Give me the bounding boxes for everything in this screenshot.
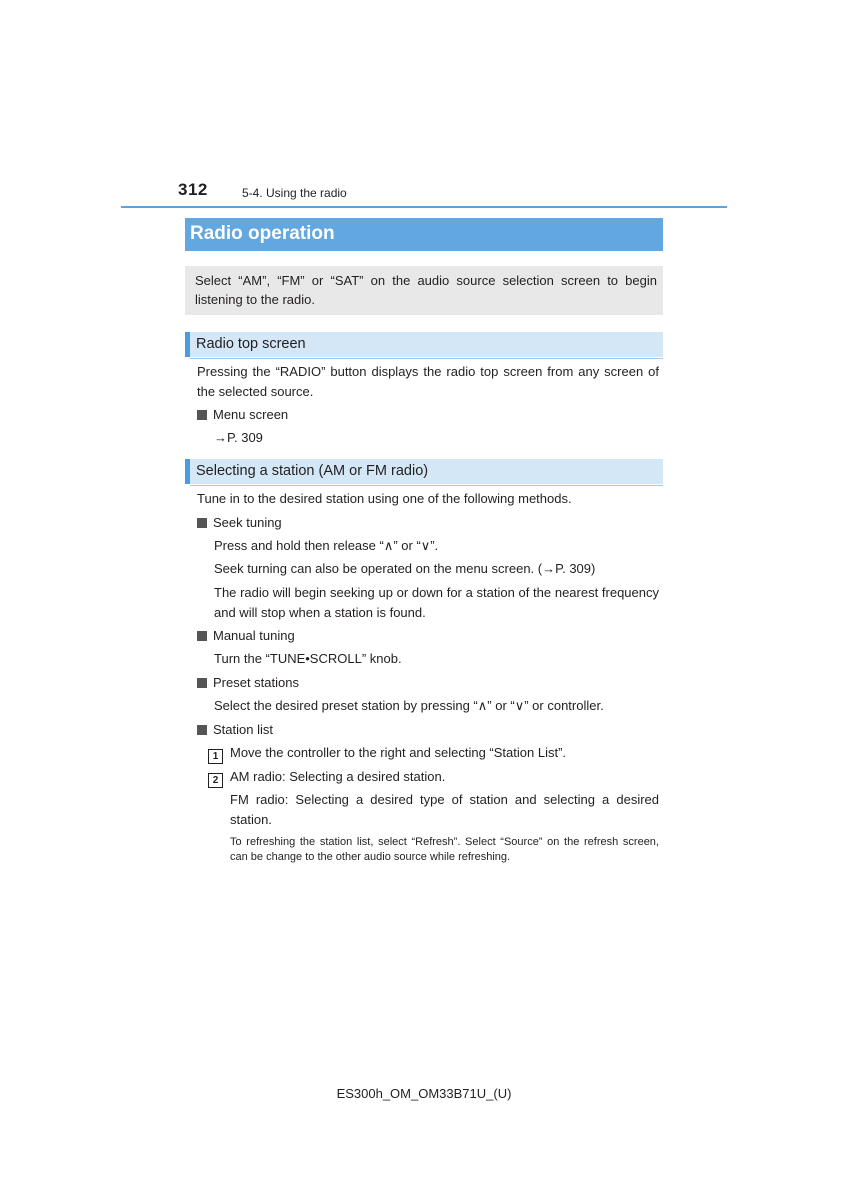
bullet-preset-stations — [197, 673, 299, 693]
manual-text: Turn the “TUNE•SCROLL” knob. — [214, 651, 402, 666]
step-1-text: Move the controller to the right and selecting “Station List”. — [230, 745, 567, 760]
bullet-station-list — [197, 720, 273, 740]
station-list-note: To refreshing the station list, select “Refresh”. Select “Source” on the refresh screen, can be change to the other audio source while refreshing. — [230, 836, 659, 863]
bullet-square-icon — [197, 518, 207, 528]
bullet-label: Seek tuning — [213, 515, 282, 530]
seek-line-2: Seek turning can also be operated on the menu screen. (→P. 309) — [214, 561, 596, 576]
selecting-intro: Tune in to the desired station using one of the following methods. — [197, 491, 572, 506]
bullet-label: Preset stations — [213, 675, 299, 690]
seek-line-1: Press and hold then release “∧” or “∨”. — [214, 538, 439, 553]
bullet-label: Station list — [213, 722, 273, 737]
page-title: Radio operation — [190, 223, 335, 244]
footer-code: ES300h_OM_OM33B71U_(U) — [336, 1086, 512, 1101]
bullet-seek-tuning — [197, 513, 282, 533]
menu-page-ref: →P. 309 — [214, 430, 263, 445]
bullet-square-icon — [197, 631, 207, 641]
subheading-selecting: Selecting a station (AM or FM radio) — [196, 463, 429, 479]
step-number-box: 2 — [208, 773, 223, 788]
bullet-label: Manual tuning — [213, 628, 295, 643]
bullet-label: Menu screen — [213, 407, 289, 422]
intro-text: Select “AM”, “FM” or “SAT” on the audio source selection screen to begin listening to the radio. — [195, 273, 657, 307]
radio-top-text: Pressing the “RADIO” button displays the radio top screen from any screen of the selected source. — [197, 364, 659, 399]
bullet-square-icon — [197, 725, 207, 735]
step-number-box: 1 — [208, 749, 223, 764]
step-2-number — [208, 770, 223, 788]
bullet-menu-screen — [197, 405, 288, 425]
subheading-radio-top: Radio top screen — [196, 336, 306, 352]
page-number: 312 — [178, 180, 208, 199]
step-2-text-fm: FM radio: Selecting a desired type of station and selecting a desired station. — [230, 792, 659, 827]
header-divider — [121, 206, 727, 208]
bullet-square-icon — [197, 410, 207, 420]
bullet-square-icon — [197, 678, 207, 688]
step-1-number — [208, 746, 223, 764]
bullet-manual-tuning — [197, 626, 295, 646]
preset-text: Select the desired preset station by pressing “∧” or “∨” or controller. — [214, 698, 604, 713]
step-2-text: AM radio: Selecting a desired station. — [230, 769, 446, 784]
seek-line-3: The radio will begin seeking up or down for a station of the nearest frequency and will stop when a station is found. — [214, 585, 659, 620]
section-reference: 5-4. Using the radio — [242, 186, 347, 200]
